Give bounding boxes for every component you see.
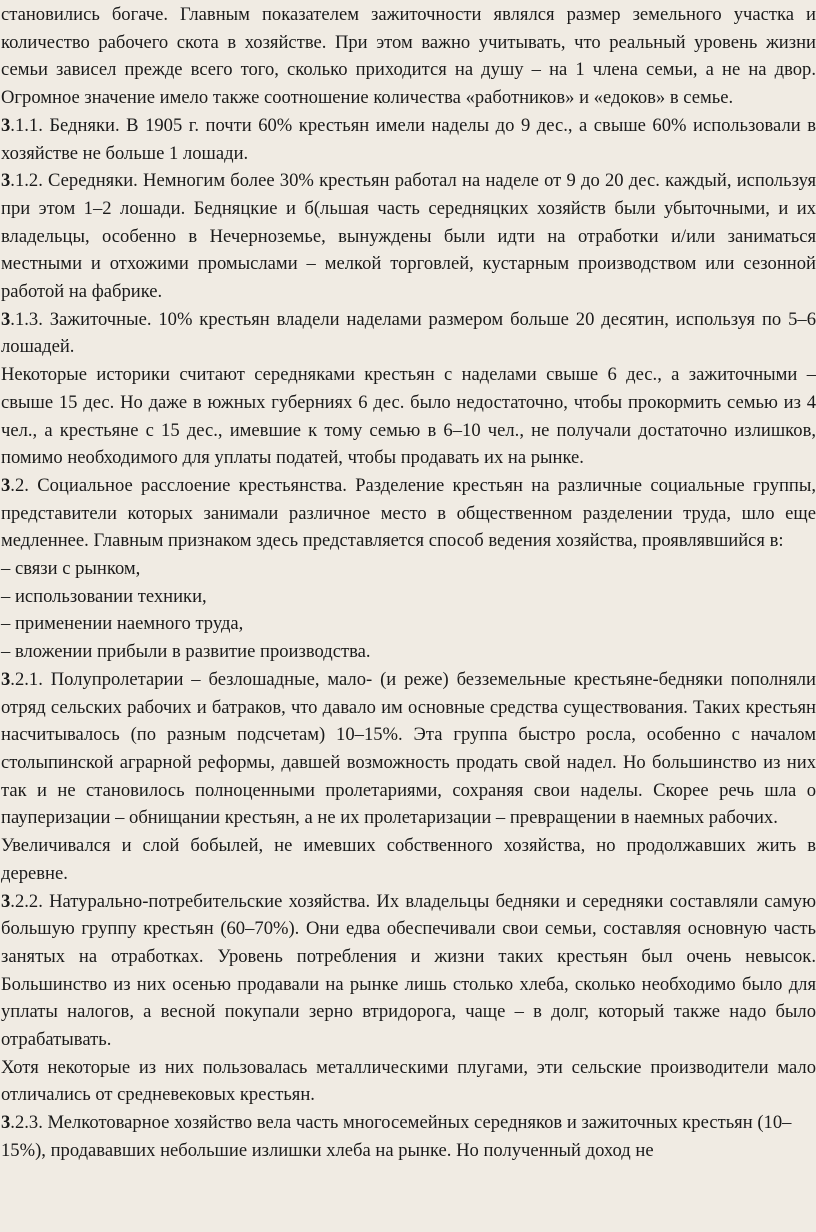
paragraph-section-3-2-3 — [1, 1109, 816, 1164]
paragraph-text: .1.2. Середняки. Немногим более 30% крестьян работал на наделе от 9 до 20 дес. каждый, используя при этом 1–2 лошади. Бедняцкие и б(льшая часть середняцких хозяйств были убыточными, и их владельцы, особенно в Нечерноземье, вынуждены были идти на отработки и/или заниматься местными и отхожими промыслами – мелкой торговлей, кустарным производством или сезонной работой на фабрике. — [1, 170, 816, 303]
paragraph-section-3-1-1 — [1, 112, 816, 167]
section-number: 3 — [1, 474, 11, 496]
bullet-item-hired-labor: – применении наемного труда, — [1, 613, 244, 635]
paragraph-text: .2. Социальное расслоение крестьянства. Разделение крестьян на различные социальные группы, представители которых занимали различное место в общественном разделении труда, шло еще медленнее. Главным признаком здесь представляется способ ведения хозяйства, проявлявшийся в: — [1, 474, 816, 552]
section-number: 3 — [1, 1112, 11, 1134]
paragraph-text: .1.1. Бедняки. В 1905 г. почти 60% крестьян имели наделы до 9 дес., а свыше 60% использовали в хозяйстве не больше 1 лошади. — [1, 114, 816, 164]
paragraph-text: .1.3. Зажиточные. 10% крестьян владели наделами размером больше 20 десятин, используя по 5–6 лошадей. — [1, 308, 816, 358]
section-number: 3 — [1, 114, 11, 136]
bullet-item-profit-investment: – вложении прибыли в развитие производства. — [1, 641, 371, 663]
paragraph-text: .2.3. Мелкотоварное хозяйство вела часть многосемейных середняков и зажиточных крестьян (10–15%), продававших небольшие излишки хлеба на рынке. Но полученный доход не — [1, 1112, 792, 1161]
paragraph-section-3-1-3 — [1, 306, 816, 361]
paragraph-bobyli — [1, 832, 816, 887]
paragraph-plows — [1, 1054, 816, 1109]
section-number: 3 — [1, 890, 11, 912]
paragraph-section-3-2-2 — [1, 888, 816, 1054]
paragraph-text: Увеличивался и слой бобылей, не имевших собственного хозяйства, но продолжавших жить в деревне. — [1, 835, 816, 884]
document-body — [1, 0, 816, 1165]
section-number: 3 — [1, 308, 11, 330]
paragraph-text: Некоторые историки считают середняками крестьян с наделами свыше 6 дес., а зажиточными – свыше 15 дес. Но даже в южных губерниях 6 дес. было недостаточно, чтобы прокормить семью из 4 чел., а крестьяне с 15 дес., имевшие к тому семью в 6–10 чел., не получали достаточно излишков, помимо необходимого для уплаты податей, чтобы продавать их на рынке. — [1, 364, 816, 469]
paragraph-text: .2.2. Натурально-потребительские хозяйства. Их владельцы бедняки и середняки составляли самую большую группу крестьян (60–70%). Они едва обеспечивали свои семьи, составляя основную часть занятых на отработках. Уровень потребления и жизни таких крестьян был очень невысок. Большинство из них осенью продавали на рынке лишь столько хлеба, сколько необходимо было для уплаты налогов, а весной покупали зерно втридорога, чаще – в долг, который также надо было отрабатывать. — [1, 890, 816, 1051]
section-number: 3 — [1, 170, 11, 192]
section-number: 3 — [1, 668, 11, 690]
bullet-item-technology: – использовании техники, — [1, 585, 207, 607]
paragraph-section-3-1-2 — [1, 167, 816, 306]
paragraph-section-3-2-1 — [1, 666, 816, 832]
paragraph-intro — [1, 1, 816, 112]
bullet-item-market: – связи с рынком, — [1, 558, 141, 580]
paragraph-section-3-2 — [1, 472, 816, 555]
paragraph-historians-note — [1, 361, 816, 472]
paragraph-text: становились богаче. Главным показателем зажиточности являлся размер земельного участка и количество рабочего скота в хозяйстве. При этом важно учитывать, что реальный уровень жизни семьи зависел прежде всего того, сколько приходится на душу – на 1 члена семьи, а не на двор. Огромное значение имело также соотношение количества «работников» и «едоков» в семье. — [1, 4, 816, 109]
paragraph-text: Хотя некоторые из них пользовалась металлическими плугами, эти сельские производители мало отличались от средневековых крестьян. — [1, 1056, 816, 1106]
paragraph-text: .2.1. Полупролетарии – безлошадные, мало- (и реже) безземельные крестьяне-бедняки пополняли отряд сельских рабочих и батраков, что давало им основные средства существования. Таких крестьян насчитывалось (по разным подсчетам) 10–15%. Эта группа быстро росла, особенно с началом столыпинской аграрной реформы, давшей возможность продать свой надел. Но большинство из них так и не становилось полноценными пролетариями, сохраняя свои наделы. Скорее речь шла о пауперизации – обнищании крестьян, а не их пролетаризации – превращении в наемных рабочих. — [1, 668, 816, 829]
